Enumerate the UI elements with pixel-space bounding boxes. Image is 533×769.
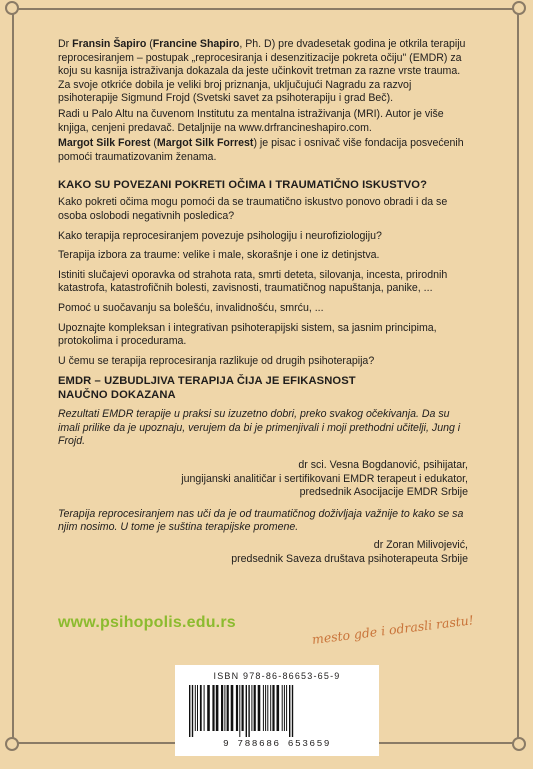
barcode-bar <box>204 685 205 731</box>
border-corner-ornament <box>512 1 526 15</box>
bio-text: , Ph. D) pre dvadesetak godina je otkrila terapiju reprocesiranjem – postupak „reprocesiranja i desenzitizacije pokreta očiju" (EMDR) za koju su kasnija istraživanja dokazala da jeste učinkovit tretman za razne vrste trauma. Za svoje otkriće dobila je veliki broj priznanja, uključujući Nagradu za razvoj psihoterapije Sigmund Frojd (Svetski savet za psihoterapiju i grad Beč). <box>58 38 466 105</box>
barcode-bar <box>277 685 280 731</box>
barcode-bar <box>263 685 264 731</box>
testimonial-2 <box>58 508 468 566</box>
signature-line: jungijanski analitičar i sertifikovani EMDR terapeut i edukator, <box>181 472 468 485</box>
bio-text: ( <box>146 38 153 50</box>
list-item: Upoznajte kompleksan i integrativan psihoterapijski sistem, sa jasnim principima, protokolima i procedurama. <box>58 321 437 348</box>
question-list <box>58 196 468 368</box>
ean-number: 9 788686 653659 <box>222 738 331 749</box>
testimonial-signature <box>58 539 468 566</box>
barcode-bar <box>239 685 240 737</box>
barcode-bar <box>270 685 271 731</box>
barcode-bar <box>207 685 210 731</box>
author-name: Fransin Šapiro <box>72 38 147 50</box>
barcode-bar <box>221 685 223 731</box>
signature-line: predsednik Saveza društava psihoterapeuta Srbije <box>231 552 468 565</box>
testimonial-signature <box>58 459 468 500</box>
bio-text: Radi u Palo Altu na čuvenom Institutu za mentalna istraživanja (MRI). Autor je više knjiga, cenjeni predavač. Detaljnije na www.drfrancineshapiro.com. <box>58 107 444 134</box>
back-cover-text <box>58 38 468 566</box>
barcode-bar <box>254 685 256 731</box>
barcode-bar <box>272 685 274 731</box>
list-item: Kako terapija reprocesiranjem povezuje psihologiju i neurofiziologiju? <box>58 229 382 242</box>
section-heading-emdr-line1: EMDR – UZBUDLJIVA TERAPIJA ČIJA JE EFIKASNOST <box>58 375 356 388</box>
barcode-bar <box>251 685 252 731</box>
publisher-url-link[interactable]: www.psihopolis.edu.rs <box>58 614 236 631</box>
author-name: Margot Silk Forrest <box>156 137 254 150</box>
testimonial-quote: Terapija reprocesiranjem nas uči da je od traumatičnog doživljaja važnije to kako se sa njim nosimo. U tome je suština terapijske promene. <box>58 507 464 534</box>
barcode-bar <box>236 685 238 731</box>
border-corner-ornament <box>5 1 19 15</box>
publisher-slogan: mesto gde i odrasli rastu! <box>311 612 475 647</box>
barcode-bar <box>197 685 198 731</box>
bio-text: ( <box>150 137 157 150</box>
bio-text: Dr <box>58 38 73 50</box>
author-name: Francine Shapiro <box>152 38 240 50</box>
barcode-bar <box>242 685 244 731</box>
barcode-bar <box>248 685 249 737</box>
barcode-bar <box>284 685 285 731</box>
list-item: Istiniti slučajevi oporavka od strahota rata, smrti deteta, silovanja, incesta, prirodnih katastrofa, katastrofičnih bolesti, zavisnosti, traumatičnog napuštanja, panike, ... <box>58 268 448 295</box>
barcode-bar <box>246 685 247 737</box>
author-name: Margot Silk Forest <box>58 137 151 150</box>
barcode-bars <box>183 685 371 737</box>
barcode-bar <box>192 685 193 737</box>
author-bio <box>58 38 468 164</box>
bio-paragraph <box>58 137 468 164</box>
barcode-bar <box>286 685 287 731</box>
bio-text: ) je pisac i osnivač više fondacija posvećenih pomoći traumatizovanim ženama. <box>58 137 464 163</box>
section-heading-emdr <box>58 374 468 402</box>
bio-paragraph <box>58 38 468 106</box>
section-heading-eye-movements: KAKO SU POVEZANI POKRETI OČIMA I TRAUMATIČNO ISKUSTVO? <box>58 179 427 192</box>
bio-paragraph <box>58 108 468 135</box>
barcode-bar <box>195 685 196 731</box>
barcode-bar <box>282 685 283 731</box>
barcode-bar <box>189 685 190 737</box>
barcode-bar <box>200 685 202 731</box>
testimonial-quote: Rezultati EMDR terapije u praksi su izuzetno dobri, preko svakog očekivanja. Da su imali prilike da je upoznaju, verujem da bi je primenjivali i moji prethodni učitelji, Jung i Frojd. <box>58 408 461 448</box>
list-item: U čemu se terapija reprocesiranja razlikuje od drugih psihoterapija? <box>58 354 375 367</box>
signature-line: dr Zoran Milivojević, <box>373 539 468 552</box>
barcode-bar <box>289 685 290 737</box>
isbn-label: ISBN 978-86-86653-65-9 <box>213 671 341 681</box>
barcode-bar <box>292 685 293 737</box>
list-item: Terapija izbora za traume: velike i male, skorašnje i one iz detinjstva. <box>58 249 380 262</box>
barcode-bar <box>258 685 261 731</box>
signature-line: predsednik Asocijacije EMDR Srbije <box>299 486 468 499</box>
list-item: Kako pokreti očima mogu pomoći da se traumatično iskustvo ponovo obradi i da se osoba oslobodi negativnih posledica? <box>58 196 448 222</box>
barcode-bar <box>212 685 214 731</box>
list-item: Pomoć u suočavanju sa bolešću, invalidnošću, smrću, ... <box>58 301 324 314</box>
section-heading-emdr-line2: NAUČNO DOKAZANA <box>58 389 176 402</box>
barcode-bar <box>265 685 266 731</box>
barcode-bar <box>267 685 268 731</box>
isbn-barcode <box>175 665 379 756</box>
testimonial-1 <box>58 408 468 500</box>
barcode-bar <box>231 685 234 731</box>
signature-line: dr sci. Vesna Bogdanović, psihijatar, <box>298 459 468 472</box>
border-corner-ornament <box>512 737 526 751</box>
barcode-bar <box>216 685 219 731</box>
barcode-bar <box>227 685 229 731</box>
barcode-bar <box>224 685 225 731</box>
border-corner-ornament <box>5 737 19 751</box>
